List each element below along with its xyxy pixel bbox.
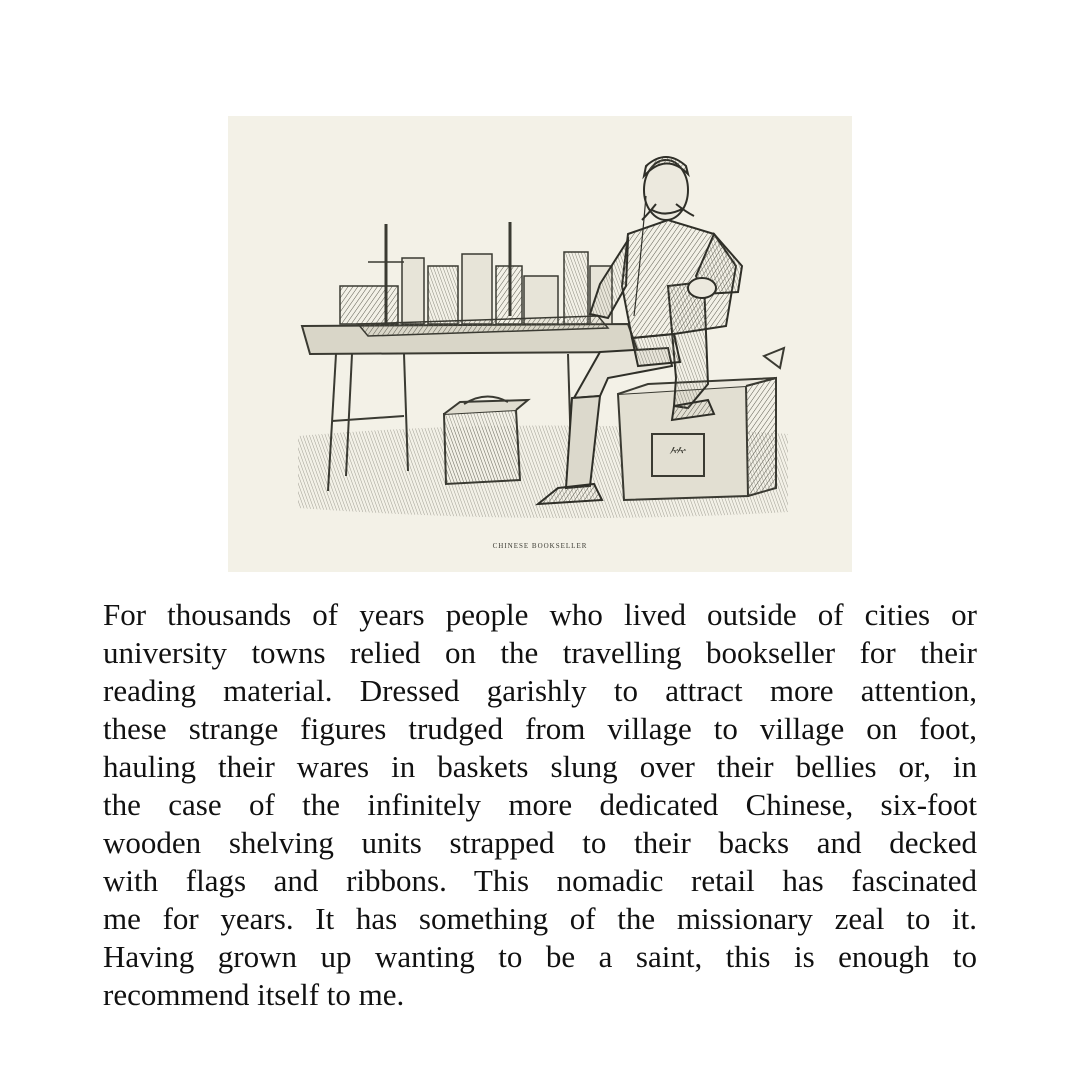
body-paragraph	[103, 596, 977, 1014]
paragraph-line: recommend itself to me.	[103, 977, 405, 1012]
paragraph-line: Having grown up wanting to be a saint, this is enough to	[103, 939, 977, 974]
paragraph-line: university towns relied on the travelling bookseller for their	[103, 635, 977, 670]
books-on-table	[340, 222, 612, 336]
paragraph-line: me for years. It has something of the missionary zeal to it.	[103, 901, 977, 936]
bookseller-illustration	[228, 116, 852, 572]
illustration-caption: CHINESE BOOKSELLER	[492, 542, 588, 550]
small-box	[444, 396, 528, 484]
paragraph-line: wooden shelving units strapped to their backs and decked	[103, 825, 977, 860]
paragraph-line: the case of the infinitely more dedicated Chinese, six-foot	[103, 787, 977, 822]
paragraph-line: these strange figures trudged from village to village on foot,	[103, 711, 977, 746]
paragraph-line: For thousands of years people who lived outside of cities or	[103, 597, 977, 632]
svg-text:⺮: ⺮	[669, 446, 687, 467]
engraving-image	[228, 116, 852, 572]
paragraph-line: hauling their wares in baskets slung over their bellies or, in	[103, 749, 977, 784]
paragraph-line: reading material. Dressed garishly to attract more attention,	[103, 673, 977, 708]
paragraph-line: with flags and ribbons. This nomadic retail has fascinated	[103, 863, 977, 898]
